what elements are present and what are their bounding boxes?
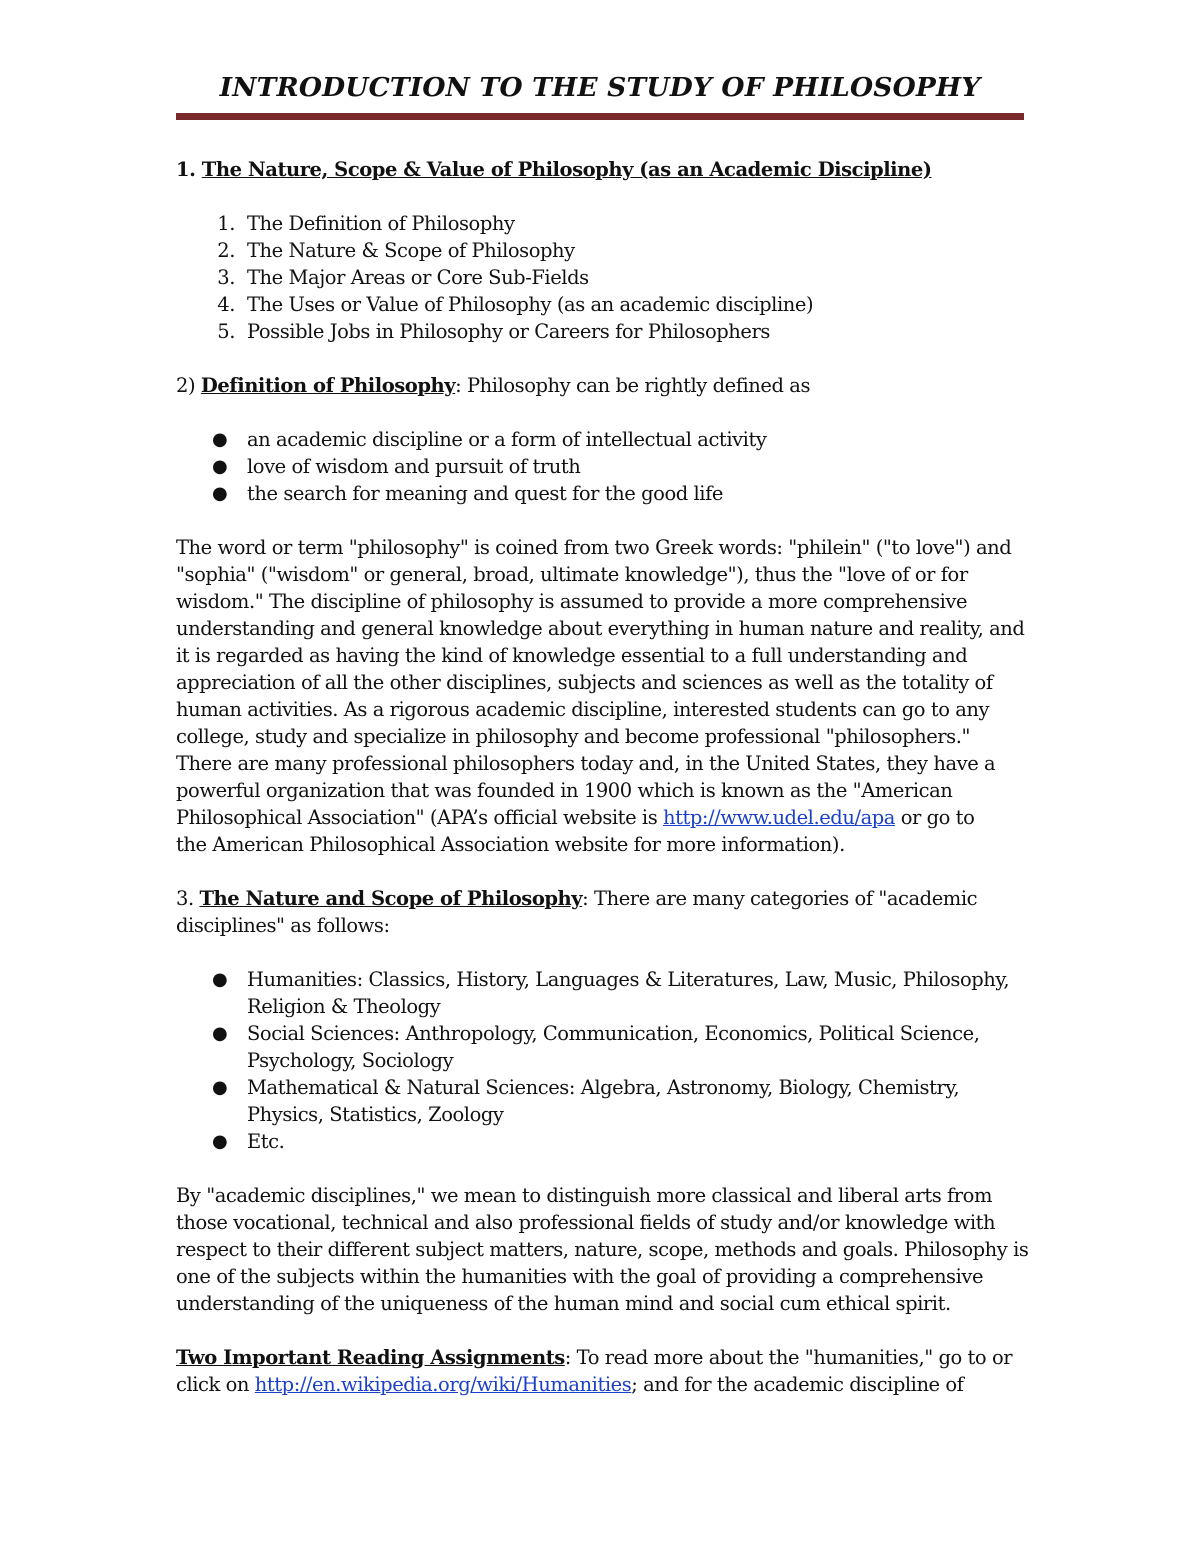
humanities-wiki-link[interactable]: http://en.wikipedia.org/wiki/Humanities: [254, 1373, 632, 1396]
section2-title: Definition of Philosophy: [200, 374, 456, 397]
list-item: ● love of wisdom and pursuit of truth: [212, 455, 581, 478]
section1-heading: 1. The Nature, Scope & Value of Philosophy (as an Academic Discipline): [176, 158, 932, 181]
list-item: 4. The Uses or Value of Philosophy (as an academic discipline): [217, 293, 814, 316]
list-item: ● Mathematical & Natural Sciences: Algebra, Astronomy, Biology, Chemistry, Physics, Statistics, Zoology: [212, 1076, 960, 1126]
section2-paragraph: The word or term "philosophy" is coined from two Greek words: "philein" ("to love") and "sophia" ("wisdom" or general, broad, ultimate knowledge"), thus the "love of or for wisdom." The discipline of philosophy is assumed to provide a more comprehensive understanding and general knowledge about everything in human nature and reality, and it is regarded as having the kind of knowledge essential to a full understanding and appreciation of all the other disciplines, subjects and sciences as well as the totality of human activities. As a rigorous academic discipline, interested students can go to any college, study and specialize in philosophy and become professional "philosophers." There are many professional philosophers today and, in the United States, they have a powerful organization that was founded in 1900 which is known as the "American Philosophical Association" (APA’s official website is http://www.udel.edu/apa or go to the American Philosophical Association website for more information).: [176, 536, 1025, 856]
bullet-icon: ●: [212, 429, 228, 450]
section3-bullets: [176, 966, 1036, 1155]
list-item: ● an academic discipline or a form of intellectual activity: [212, 428, 767, 451]
bullet-icon: ●: [212, 969, 228, 990]
list-item: 3. The Major Areas or Core Sub-Fields: [217, 266, 589, 289]
list-item: 1. The Definition of Philosophy: [217, 212, 515, 235]
bullet-icon: ●: [212, 483, 228, 504]
list-item: ● Humanities: Classics, History, Languages & Literatures, Law, Music, Philosophy, Religion & Theology: [212, 968, 1010, 1018]
section3-paragraph: By "academic disciplines," we mean to distinguish more classical and liberal arts from those vocational, technical and also professional fields of study and/or knowledge with respect to their different subject matters, nature, scope, methods and goals. Philosophy is one of the subjects within the humanities with the goal of providing a comprehensive understanding of the uniqueness of the human mind and social cum ethical spirit.: [176, 1184, 1029, 1315]
section3-title: The Nature and Scope of Philosophy: [199, 887, 583, 910]
bullet-icon: ●: [212, 1077, 228, 1098]
list-item: 5. Possible Jobs in Philosophy or Careers for Philosophers: [217, 320, 770, 343]
list-item: ● Social Sciences: Anthropology, Communication, Economics, Political Science, Psychology, Sociology: [212, 1022, 980, 1072]
reading-heading: Two Important Reading Assignments: To read more about the "humanities," go to or: [176, 1346, 1013, 1369]
title-rule: [176, 113, 1024, 120]
list-item: ● Etc.: [212, 1130, 285, 1153]
list-item: ● the search for meaning and quest for the good life: [212, 482, 723, 505]
section1-list: [176, 210, 1036, 345]
document-body: 1. The Nature, Scope & Value of Philosophy (as an Academic Discipline) 1. The Definition of Philosophy 2. The Nature & Scope of Philosophy 3. The Major Areas or Core Sub-Fields 4. The Uses or Value of Philosophy (as an academic discipline) 5. Possible Jobs in Philosophy or Careers for Philosophers 2) Definition of Philosophy: Philosophy can be rightly defined as ● an academic discipline or a form of intellectual activity ● love of wisdom and pursuit of truth ● the search for meaning and quest for the good life The word or term "philosophy" is coined from two Greek words: "philein" ("to love") and "sophia" ("wisdom" or general, broad, ultimate knowledge"), thus the "love of or for wisdom." The discipline of philosophy is assumed to provide a more comprehensive understanding and general knowledge about everything in human nature and reality, and it is regarded as having the kind of knowledge essential to a full understanding and appreciation of all the other disciplines, subjects and sciences as well as the totality of human activities. As a rigorous academic discipline, interested students can go to any college, study and specialize in philosophy and become professional "philosophers." There are many professional philosophers today and, in the United States, they have a powerful organization that was founded in 1900 which is known as the "American Philosophical Association" (APA’s official website is http://www.udel.edu/apa or go to the American Philosophical Association website for more information). 3. The Nature and Scope of Philosophy: There are many categories of "academic disciplines" as follows: ● Humanities: Classics, History, Languages & Literatures, Law, Music, Philosophy, Religion & Theology ● Social Sciences: Anthropology, Communication, Economics, Political Science, Psychology, Sociology ● Mathematical & Natural Sciences: Algebra, Astronomy, Biology, Chemistry, Physics, Statistics, Zoology ● Etc. By "academic disciplines," we mean to distinguish more classical and liberal arts from those vocational, technical and also professional fields of study and/or knowledge with respect to their different subject matters, nature, scope, methods and goals. Philosophy is one of the subjects within the humanities with the goal of providing a comprehensive understanding of the uniqueness of the human mind and social cum ethical spirit. Two Important Reading Assignments: To read more about the "humanities," go to or click on http://en.wikipedia.org/wiki/Humanities; and for the academic discipline of: [176, 156, 1036, 1398]
apa-website-link[interactable]: http://www.udel.edu/apa: [663, 806, 895, 829]
document-title: INTRODUCTION TO THE STUDY OF PHILOSOPHY: [219, 72, 981, 103]
section1-title: The Nature, Scope & Value of Philosophy (as an Academic Discipline): [201, 158, 932, 181]
bullet-icon: ●: [212, 456, 228, 477]
section3-heading: 3. The Nature and Scope of Philosophy: There are many categories of "academic: [176, 887, 978, 910]
section2-bullets: [176, 426, 1036, 507]
section2-heading: 2) Definition of Philosophy: Philosophy can be rightly defined as: [176, 374, 811, 397]
reading-title: Two Important Reading Assignments: [176, 1346, 565, 1369]
bullet-icon: ●: [212, 1023, 228, 1044]
bullet-icon: ●: [212, 1131, 228, 1152]
list-item: 2. The Nature & Scope of Philosophy: [217, 239, 575, 262]
